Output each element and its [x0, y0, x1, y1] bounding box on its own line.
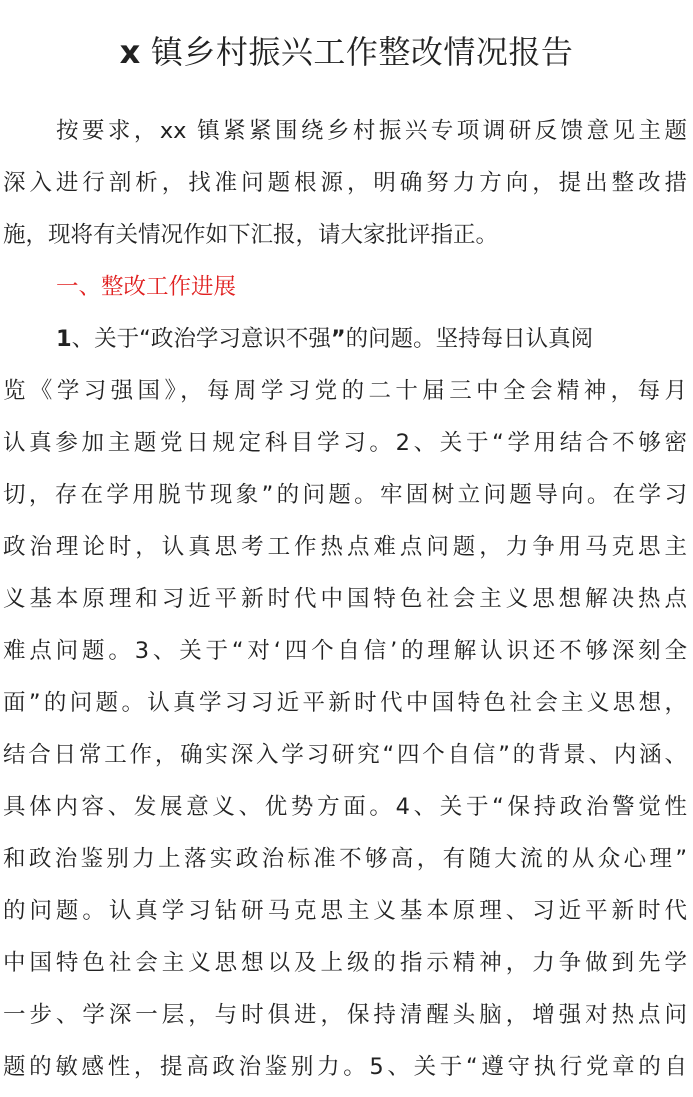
document-title [0, 28, 693, 76]
body-line: 具体内容、发展意义、优势方面。4、关于“保持政治警觉性 [3, 794, 687, 820]
body-line: 中国特色社会主义思想以及上级的指示精神，力争做到先学 [3, 950, 687, 976]
item-close-quote: ” [330, 326, 346, 352]
body-line: 结合日常工作，确实深入学习研究“四个自信”的背景、内涵、 [3, 742, 687, 768]
body-line: 认真参加主题党日规定科目学习。2、关于“学用结合不够密 [3, 430, 687, 456]
body-line: 的问题。认真学习钻研马克思主义基本原理、习近平新时代 [3, 898, 687, 924]
section-heading: 一、整改工作进展 [56, 274, 237, 300]
item-number: 1 [56, 326, 72, 352]
body-line: 面”的问题。认真学习习近平新时代中国特色社会主义思想， [3, 690, 687, 716]
body-line: 切，存在学用脱节现象”的问题。牢固树立问题导向。在学习 [3, 482, 687, 508]
item-after-text: 的问题。坚持每日认真阅 [345, 326, 594, 352]
body-line: 义基本原理和习近平新时代中国特色社会主义思想解决热点 [3, 586, 687, 612]
body-line: 题的敏感性，提高政治鉴别力。5、关于“遵守执行党章的自 [3, 1054, 687, 1080]
body-line: 政治理论时，认真思考工作热点难点问题，力争用马克思主 [3, 534, 687, 560]
intro-line: 按要求，xx 镇紧紧围绕乡村振兴专项调研反馈意见主题 [56, 118, 687, 144]
body-line: 一步、学深一层，与时俱进，保持清醒头脑，增强对热点问 [3, 1002, 687, 1028]
title-text: 镇乡村振兴工作整改情况报告 [150, 33, 574, 71]
intro-line: 施，现将有关情况作如下汇报，请大家批评指正。 [3, 222, 499, 248]
body-line: 难点问题。3、关于“对‘四个自信’的理解认识还不够深刻全 [3, 638, 687, 664]
item-open-quote: 、关于“ [71, 326, 151, 352]
item-1-line [56, 324, 593, 354]
intro-line: 深入进行剖析，找准问题根源，明确努力方向，提出整改措 [3, 170, 687, 196]
title-lead: x [119, 33, 141, 71]
body-line: 览《学习强国》，每周学习党的二十届三中全会精神，每月 [3, 378, 687, 404]
item-topic: 政治学习意识不强 [150, 326, 331, 352]
body-line: 和政治鉴别力上落实政治标准不够高，有随大流的从众心理” [3, 846, 687, 872]
